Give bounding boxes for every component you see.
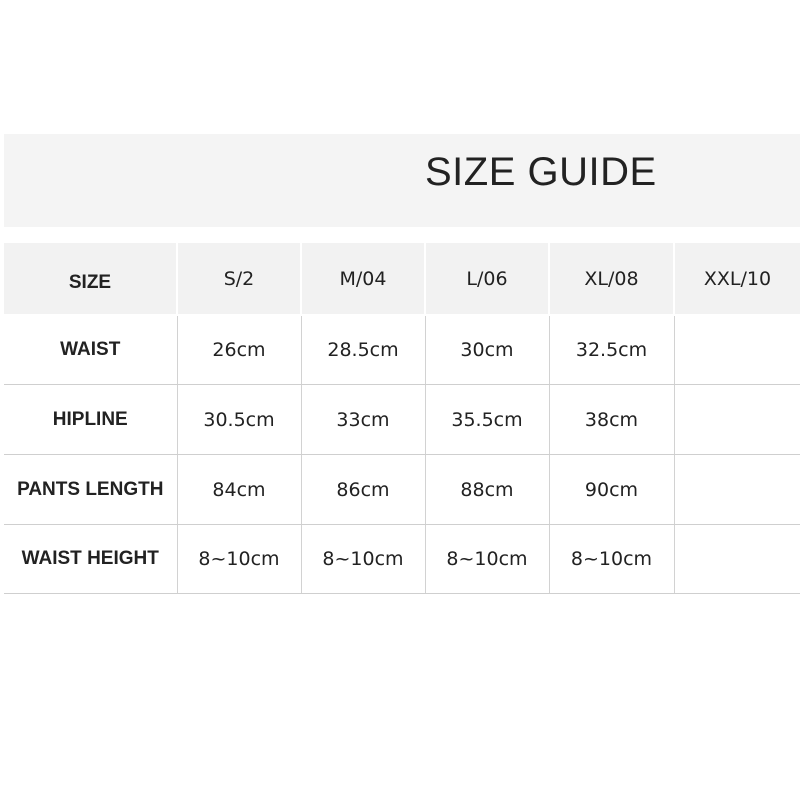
size-column-header: XXL/10 — [674, 243, 800, 315]
table-cell: 8~10cm — [177, 525, 301, 594]
table-cell: 86cm — [301, 455, 425, 525]
table-cell: 26cm — [177, 315, 301, 385]
size-column-header: S/2 — [177, 243, 301, 315]
table-cell: 30.5cm — [177, 385, 301, 455]
row-label-hipline: HIPLINE — [4, 385, 177, 455]
table-cell: 8~10cm — [301, 525, 425, 594]
size-guide-table — [4, 243, 800, 594]
title-banner — [4, 134, 800, 227]
table-cell: 8~10cm — [549, 525, 674, 594]
table-cell — [674, 455, 800, 525]
page-title: SIZE GUIDE — [425, 150, 657, 194]
table-cell: 35.5cm — [425, 385, 549, 455]
size-column-header: L/06 — [425, 243, 549, 315]
table-row — [4, 525, 800, 594]
row-label-waist-height: WAIST HEIGHT — [4, 525, 177, 594]
table-cell — [674, 385, 800, 455]
table-row — [4, 315, 800, 385]
table-cell: 33cm — [301, 385, 425, 455]
size-header-label: SIZE — [4, 243, 177, 315]
row-label-pants-length: PANTS LENGTH — [4, 455, 177, 525]
table-row — [4, 385, 800, 455]
table-row — [4, 455, 800, 525]
size-column-header: M/04 — [301, 243, 425, 315]
table-cell: 30cm — [425, 315, 549, 385]
table-cell: 28.5cm — [301, 315, 425, 385]
table-cell: 8~10cm — [425, 525, 549, 594]
table-cell: 32.5cm — [549, 315, 674, 385]
table-cell: 84cm — [177, 455, 301, 525]
table-header-row — [4, 243, 800, 315]
table-cell: 38cm — [549, 385, 674, 455]
size-column-header: XL/08 — [549, 243, 674, 315]
table-cell: 88cm — [425, 455, 549, 525]
table-cell — [674, 525, 800, 594]
table-cell — [674, 315, 800, 385]
row-label-waist: WAIST — [4, 315, 177, 385]
table-cell: 90cm — [549, 455, 674, 525]
